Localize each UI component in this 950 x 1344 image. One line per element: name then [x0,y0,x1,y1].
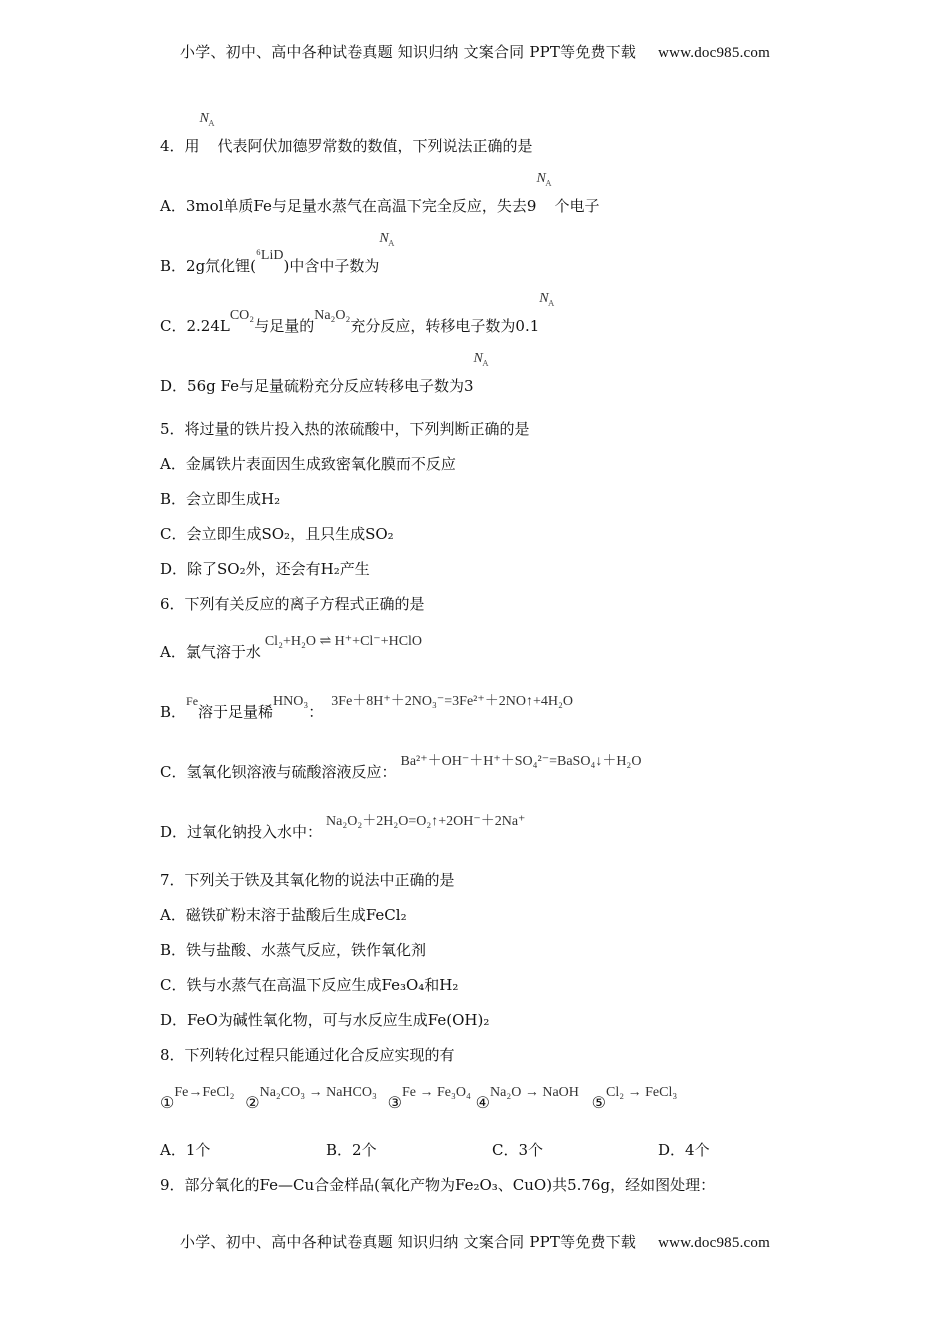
q6-c-text: C．氢氧化钡溶液与硫酸溶液反应： [160,763,397,781]
q8-item-1: Fe→FeCl₂ [174,1085,235,1100]
q6-d-equation: Na₂O₂＋2H₂O=O₂↑+2OH⁻＋2Na⁺ [326,814,526,829]
q8-item-3-index: ③ [387,1093,403,1112]
q6-a-text: A．氯气溶于水 [160,643,261,661]
q8-stem: 8．下列转化过程只能通过化合反应实现的有 [160,1046,455,1064]
q8-option-d: D．4个 [658,1141,710,1159]
q4-c-text: C．2.24L [160,317,230,335]
na-symbol: N A [199,111,215,128]
q4-c-co2: CO₂ [229,308,255,323]
q7-stem: 7．下列关于铁及其氧化物的说法中正确的是 [160,871,455,889]
q4-option-b [160,231,397,276]
q6-c-equation: Ba²⁺＋OH⁻＋H⁺＋SO₄²⁻=BaSO₄↓＋H₂O [400,754,642,769]
q6-option-c [160,754,642,782]
q5-option-a: A．金属铁片表面因生成致密氧化膜而不反应 [160,455,456,473]
q8-options [160,1139,710,1160]
q5-option-c: C．会立即生成SO₂，且只生成SO₂ [160,525,394,543]
page-footer [0,1231,950,1252]
q9-stem: 9．部分氧化的Fe—Cu合金样品(氧化产物为Fe₂O₃、CuO)共5.76g，经如图处理： [160,1176,716,1194]
q4-c-mid: 与足量的 [254,317,315,335]
q5-stem: 5．将过量的铁片投入热的浓硫酸中，下列判断正确的是 [160,420,530,438]
q8-item-4: Na₂O → NaOH [490,1085,579,1100]
na-symbol: N A [379,231,395,248]
q8-item-2-index: ② [245,1093,260,1112]
q8-items [160,1085,678,1113]
q8-option-a: A．1个 [160,1141,211,1159]
q4-b-tail: )中含中子数为 [283,257,380,275]
q4-stem-prefix: 4．用 [160,137,200,155]
header-text: 小学、初中、高中各种试卷真题 知识归纳 文案合同 PPT等免费下载 [180,43,637,61]
q8-item-1-index: ① [160,1093,175,1112]
page-header [0,41,950,62]
q8-item-5-index: ⑤ [591,1093,607,1112]
q4-option-a [160,171,600,216]
q4-d-text: D．56g Fe与足量硫粉充分反应转移电子数为3 [160,377,474,395]
q5-option-b: B．会立即生成H₂ [160,490,281,508]
q8-item-3: Fe → Fe₃O₄ [402,1085,471,1100]
q8-option-c: C．3个 [492,1141,544,1159]
q6-d-text: D．过氧化钠投入水中： [160,823,323,841]
q4-a-tail: 个电子 [554,197,600,215]
q4-c-na2o2: Na₂O₂ [314,308,351,323]
q4-stem [160,111,533,156]
q6-a-equation: Cl₂+H₂O ⇌ H⁺+Cl⁻+HClO [264,634,423,649]
footer-url[interactable]: www.doc985.com [658,1235,770,1251]
q8-item-2: Na₂CO₃ → NaHCO₃ [259,1085,377,1100]
q6-option-a [160,634,423,662]
q4-b-formula: ⁶LiD [256,248,284,263]
q7-option-b: B．铁与盐酸、水蒸气反应，铁作氧化剂 [160,941,427,959]
q6-b-equation: 3Fe＋8H⁺＋2NO₃⁻=3Fe²⁺＋2NO↑+4H₂O [331,694,573,709]
q4-a-text: A．3mol单质Fe与足量水蒸气在高温下完全反应，失去9 [160,197,537,215]
na-symbol: N A [536,171,552,188]
na-symbol: N A [473,351,489,368]
q4-option-d [160,351,492,396]
q6-b-fe: Fe [186,694,199,708]
q4-b-text: B．2g氘化锂( [160,257,257,275]
na-symbol: N A [539,291,555,308]
header-url[interactable]: www.doc985.com [658,45,770,61]
q6-b-colon: ： [308,703,324,721]
footer-text: 小学、初中、高中各种试卷真题 知识归纳 文案合同 PPT等免费下载 [180,1233,637,1251]
q6-option-d [160,814,526,842]
q8-item-4-index: ④ [475,1093,491,1112]
q8-item-5: Cl₂ → FeCl₃ [606,1085,678,1100]
q7-option-d: D．FeO为碱性氧化物，可与水反应生成Fe(OH)₂ [160,1011,490,1029]
q6-b-hno3: HNO₃ [273,694,309,709]
q6-stem: 6．下列有关反应的离子方程式正确的是 [160,595,425,613]
q6-option-b [160,694,573,722]
q4-c-tail: 充分反应，转移电子数为0.1 [350,317,540,335]
q4-option-c [160,291,557,336]
q4-stem-text: 代表阿伏加德罗常数的数值，下列说法正确的是 [217,137,533,155]
q5-option-d: D．除了SO₂外，还会有H₂产生 [160,560,370,578]
q7-option-a: A．磁铁矿粉末溶于盐酸后生成FeCl₂ [160,906,407,924]
q6-b-text: B． [160,703,187,721]
q8-option-b: B．2个 [326,1141,377,1159]
q6-b-mid: 溶于足量稀 [198,703,274,721]
q7-option-c: C．铁与水蒸气在高温下反应生成Fe₃O₄和H₂ [160,976,459,994]
